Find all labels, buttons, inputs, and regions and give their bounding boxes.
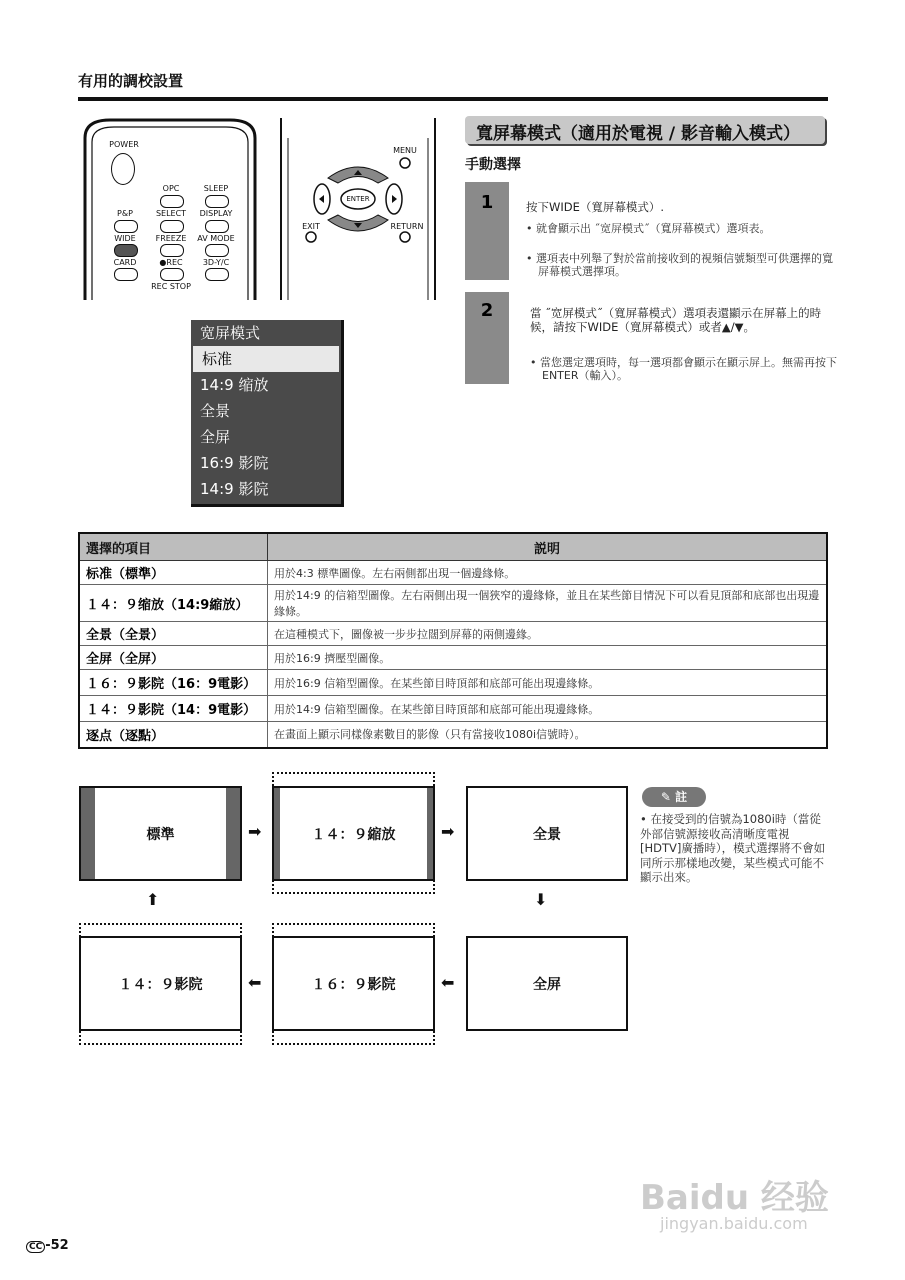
step-1-number: 1: [480, 192, 494, 213]
card-label: CARD: [113, 258, 137, 267]
screen-cinema-14-9: [79, 936, 242, 1031]
note-body: 在接受到的信號為1080i時（當從外部信號源接收高清晰度電視[HDTV]廣播時），模式選擇將不會如同所示那樣地改變，某些模式可能不顯示出來。: [640, 812, 826, 884]
table-row: [79, 585, 827, 622]
step-1-bullet-1-text: 就會顯示出 ˝宽屏模式˝（寬屏幕模式）選項表。: [536, 222, 771, 235]
subheading: 手動選擇: [465, 157, 521, 173]
note-text: • 在接受到的信號為1080i時（當從外部信號源接收高清晰度電視[HDTV]廣播時），模式選擇將不會如同所示那樣地改變，某些模式可能不顯示出來。: [640, 812, 826, 884]
side-bar-right: [427, 788, 433, 879]
avmode-button[interactable]: [205, 244, 229, 257]
table-cell-item: 全景（全景）: [79, 622, 268, 646]
screen-zoom-label: １４：９縮放: [311, 826, 396, 843]
table-row: [79, 561, 827, 585]
section-heading: 寬屏幕模式（適用於電視 / 影音輸入模式）: [476, 124, 801, 144]
menu-item-full[interactable]: 全屏: [200, 428, 231, 446]
menu-label: MENU: [393, 146, 417, 155]
remote-illustration: [80, 118, 260, 300]
step-1-text: 按下WIDE（寬屏幕模式）.: [526, 200, 665, 214]
navigation-panel-illustration: [278, 118, 438, 300]
sleep-label: SLEEP: [203, 184, 229, 193]
card-button[interactable]: [114, 268, 138, 281]
page-number-text: -52: [45, 1238, 69, 1253]
step-2-text: 當 ˝宽屏模式˝（寬屏幕模式）選項表還顯示在屏幕上的時候，請按下WIDE（寬屏幕模式）或者▲/▼。: [530, 306, 822, 334]
table-cell-desc: 在這種模式下，圖像被一步步拉闊到屏幕的兩側邊緣。: [268, 622, 828, 646]
menu-title: 宽屏模式: [200, 324, 261, 342]
menu-item-cinema-14-9[interactable]: 14:9 影院: [200, 480, 269, 498]
menu-item-cinema-16-9[interactable]: 16:9 影院: [200, 454, 269, 472]
table-row: [79, 696, 827, 722]
screen-cinema169-label: １６：９影院: [311, 976, 396, 993]
watermark-url: jingyan.baidu.com: [660, 1214, 808, 1233]
step-2-bullet-1-text: 當您選定選項時，每一選項都會顯示在顯示屏上。無需再按下ENTER（輸入）。: [540, 356, 837, 382]
table-cell-desc: 用於14:9 的信箱型圖像。左右兩側出現一個狹窄的邊緣條，並且在某些節目情況下可以看見頂部和底部也出現邊緣條。: [268, 585, 828, 622]
table-cell-desc: 用於14:9 信箱型圖像。在某些節目時頂部和底部可能出現邊緣條。: [268, 696, 828, 722]
arrow-left-icon: ⬅: [248, 973, 262, 992]
wide-button[interactable]: [114, 244, 138, 257]
select-button[interactable]: [160, 220, 184, 233]
table-header-description: 説明: [268, 533, 828, 561]
note-badge: [642, 787, 706, 807]
display-label: DISPLAY: [199, 209, 233, 218]
wide-label: WIDE: [114, 234, 136, 243]
pencil-icon: ✎: [660, 790, 676, 804]
table-cell-item: 标准（標準）: [79, 561, 268, 585]
screen-full-label: 全屏: [533, 976, 561, 993]
step-1-bullet-2: • 選項表中列舉了對於當前接收到的視頻信號類型可供選擇的寬屏幕模式選擇項。: [526, 252, 833, 278]
screen-cinema149-label: １４：９影院: [118, 976, 203, 993]
side-bar-right: [226, 788, 240, 879]
select-label: SELECT: [155, 209, 187, 218]
pp-button[interactable]: [114, 220, 138, 233]
recstop-label: REC STOP: [151, 282, 191, 291]
table-cell-item: １６：９影院（16：9電影）: [79, 670, 268, 696]
sleep-button[interactable]: [205, 195, 229, 208]
page-number: [26, 1238, 69, 1253]
screen-standard: [79, 786, 242, 881]
screen-panorama: [466, 786, 628, 881]
screen-full: [466, 936, 628, 1031]
table-cell-item: 逐点（逐點）: [79, 722, 268, 748]
avmode-label: AV MODE: [197, 234, 235, 243]
arrow-right-icon: ➡: [441, 822, 455, 841]
screen-standard-label: 標準: [146, 826, 175, 843]
arrow-down-icon: ⬇: [534, 890, 548, 909]
table-cell-item: １４：９缩放（14:9縮放）: [79, 585, 268, 622]
power-label: POWER: [109, 140, 139, 149]
step-1-bullet-1: • 就會顯示出 ˝宽屏模式˝（寬屏幕模式）選項表。: [526, 222, 771, 235]
table-header-item: 選擇的項目: [79, 533, 268, 561]
table-cell-item: １４：９影院（14：9電影）: [79, 696, 268, 722]
table-cell-desc: 用於16:9 信箱型圖像。在某些節目時頂部和底部可能出現邊緣條。: [268, 670, 828, 696]
arrow-right-icon: ➡: [248, 822, 262, 841]
table-row: [79, 622, 827, 646]
rec-button[interactable]: [160, 268, 184, 281]
menu-item-zoom-14-9[interactable]: 14:9 缩放: [200, 376, 269, 394]
arrow-up-icon: ⬆: [146, 890, 160, 909]
header-rule: [78, 97, 828, 101]
mode-table: [78, 532, 828, 749]
screen-panorama-label: 全景: [533, 826, 561, 843]
table-cell-desc: 用於16:9 擠壓型圖像。: [268, 646, 828, 670]
yc-label: 3D-Y/C: [202, 258, 230, 267]
arrow-left-icon: ⬅: [441, 973, 455, 992]
return-label: RETURN: [390, 222, 424, 231]
table-cell-desc: 在畫面上顯示同樣像素數目的影像（只有當接收1080i信號時）。: [268, 722, 828, 748]
watermark: Baidu 经验: [640, 1178, 829, 1218]
enter-label: ENTER: [346, 195, 370, 203]
screen-cinema-16-9: [272, 936, 435, 1031]
freeze-label: FREEZE: [155, 234, 187, 243]
note-label: 註: [675, 790, 688, 804]
side-bar-left: [81, 788, 95, 879]
table-cell-item: 全屏（全屏）: [79, 646, 268, 670]
cc-icon: CC: [26, 1241, 45, 1253]
opc-button[interactable]: [160, 195, 184, 208]
step-2-bullet-1: • 當您選定選項時，每一選項都會顯示在顯示屏上。無需再按下ENTER（輸入）。: [530, 356, 837, 382]
screen-zoom-14-9: [272, 786, 435, 881]
table-row: [79, 646, 827, 670]
display-button[interactable]: [205, 220, 229, 233]
table-row: [79, 722, 827, 748]
menu-item-standard[interactable]: 标准: [193, 346, 339, 372]
yc-button[interactable]: [205, 268, 229, 281]
freeze-button[interactable]: [160, 244, 184, 257]
step-1-bullet-2-text: 選項表中列舉了對於當前接收到的視頻信號類型可供選擇的寬屏幕模式選擇項。: [536, 252, 833, 278]
power-button[interactable]: [111, 153, 135, 185]
table-cell-desc: 用於4:3 標準圖像。左右兩側都出現一個邊緣條。: [268, 561, 828, 585]
rec-label: ●REC: [159, 258, 183, 267]
section-title: 有用的調校設置: [78, 72, 184, 90]
opc-label: OPC: [162, 184, 180, 193]
menu-item-panorama[interactable]: 全景: [200, 402, 231, 420]
pp-label: P&P: [117, 209, 133, 218]
table-row: [79, 670, 827, 696]
table-header-row: [79, 533, 827, 561]
wide-mode-menu: [191, 320, 344, 507]
side-bar-left: [274, 788, 280, 879]
step-2-number: 2: [480, 300, 494, 321]
exit-label: EXIT: [302, 222, 320, 231]
